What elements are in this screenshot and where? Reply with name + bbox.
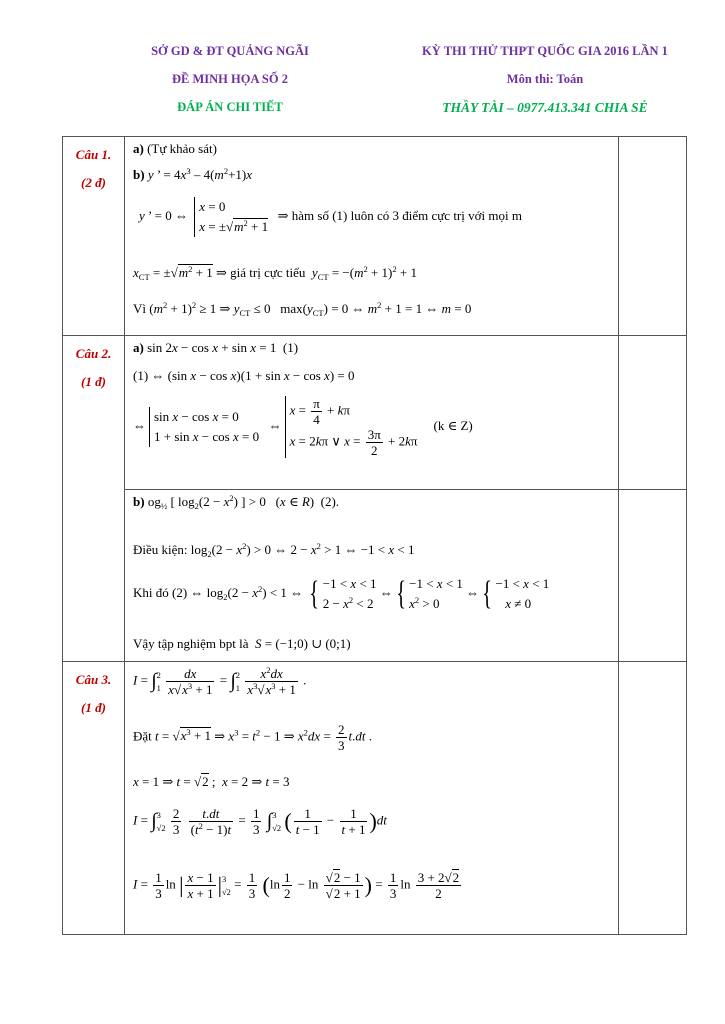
q3-label-cell (63, 662, 125, 935)
q2-label-cell (63, 336, 125, 662)
q2-label: Câu 2. (75, 346, 112, 361)
q2b-transform: Khi đó (2) ⇔ $\log_2(2 - x^2) < 1$ ⇔ { −1 < x < 1 $2 - x^2 < 2$ ⇔{ −1 < x < 1 $x^2 > 0$ ⇔{ −1 < x < 1 x ≠ 0 (133, 575, 550, 612)
q1-since: Vì (133, 301, 146, 316)
q1-label-cell (63, 137, 125, 336)
q1-critical-points: y ’ = 0 ⇔ x = 0 $x = \pm√m^2 + 1$ ⇒ hàm số (1) luôn có 3 điểm cực trị với mọi m (139, 197, 522, 237)
table-row-q1 (63, 137, 687, 336)
q2b-content (125, 490, 619, 662)
q1-points: (2 đ) (81, 175, 106, 190)
q2a-solution: ⇔sin x − cos x = 0 1 + sin x − cos x = 0 ⇔x = $\frac{\pi}{4}$ + kπ x = 2kπ ∨ x = $\frac{3\pi}{2}$ + 2kπ (k ∈ Z) (133, 396, 473, 458)
q2a-content: a) sin 2x − cos x + sin x = 1 (1) (1) ⇔ (sin x − cos x)(1 + sin x − cos x) = 0 ⇔sin x − cos x = 0 1 + sin x − cos x = 0 ⇔x = $\frac{\pi}{4}$ + kπ x = 2kπ ∨ x = $\frac{3\pi}{2}$ + 2kπ (k ∈ Z) (125, 336, 619, 490)
exam-code: ĐỀ MINH HỌA SỐ 2 (172, 72, 288, 86)
q2-b-tag: (2). (320, 494, 340, 509)
q3-content (125, 662, 619, 935)
q2-solution-label: Vậy tập nghiệm bpt là (133, 636, 249, 651)
q2-a-label: a) (133, 340, 144, 355)
q2b-condition: Điều kiện: $\log_2(2 - x^2) > 0$ ⇔ $2 - x^2 > 1$ ⇔ −1 < x < 1 (133, 541, 415, 559)
q2a-score-cell (619, 336, 687, 490)
q3-substitution: Đặt $t = √x^3 + 1$ ⇒ $x^3 = t^2 - 1$ ⇒ $x^2dx$ = $\frac{2}{3}$ t.dt . (133, 722, 373, 753)
q2-points: (1 đ) (81, 374, 106, 389)
q2b-inequality: b) $og_{\frac{1}{2}}$ [ $\log_2(2 - x^2)$ ] > 0 (x ∈ R) (2). (133, 493, 340, 511)
q3-limits: x = 1 ⇒ t = √2 ; x = 2 ⇒ t = 3 (133, 774, 290, 789)
q2-condition-label: Điều kiện: (133, 542, 188, 557)
q3-substitution-label: Đặt (133, 728, 152, 744)
table-row-q2b (63, 490, 687, 662)
q1-conclusion: ⇒ hàm số (1) luôn có 3 điểm cực trị với mọi m (277, 207, 522, 223)
table-row-q2a (63, 336, 687, 490)
answer-key-title: ĐÁP ÁN CHI TIẾT (177, 100, 283, 114)
q2-k-condition: (k ∈ Z) (433, 417, 473, 433)
q2b-solution-set: Vậy tập nghiệm bpt là S = (−1;0) ∪ (0;1) (133, 636, 351, 651)
q1-score-cell (619, 137, 687, 336)
author-credit: THẦY TÀI – 0977.413.341 CHIA SẺ (442, 100, 648, 115)
q1-content: a) (Tự khảo sát) b) y ’ = $4x^3 - 4(m^2+1)x$ y ’ = 0 ⇔ x = 0 $x = \pm√m^2 + 1$ ⇒ hàm số (1) luôn có 3 điểm cực trị với mọi m $x_{CT} = \pm√m^2 + 1$ ⇒ giá trị cực tiểu $y_{CT} = -(m^2 + 1)^2 + 1$ Vì $(m^2 + 1)^2 \ge 1$ ⇒ $y_{CT} \le 0$ $\max(y_{CT}) = 0$ ⇔ $m^2 + 1 = 1$ ⇔ m = 0 (125, 137, 619, 336)
school-department: SỞ GD & ĐT QUẢNG NGÃI (151, 44, 309, 58)
exam-title: KỲ THI THỬ THPT QUỐC GIA 2016 LẦN 1 (422, 44, 668, 58)
q1-a-label: a) (133, 141, 144, 156)
document-header (0, 0, 725, 130)
q3-score-cell (619, 662, 687, 935)
q3-points: (1 đ) (81, 700, 106, 715)
q3-label: Câu 3. (75, 672, 112, 687)
q1-label: Câu 1. (75, 147, 112, 162)
q1-b-label: b) (133, 167, 145, 182)
table-row-q3 (63, 662, 687, 935)
q1-max-value: Vì $(m^2 + 1)^2 \ge 1$ ⇒ $y_{CT} \le 0$ $\max(y_{CT}) = 0$ ⇔ $m^2 + 1 = 1$ ⇔ m = 0 (133, 300, 472, 318)
q2-then-label: Khi đó (2) (133, 584, 188, 600)
q3-integral-t: I = ∫3 √2 $\frac{2}{3}$ $\frac{t.dt}{(t^2 - 1)t}$ = $\frac{1}{3}$ ∫3 √2 ( $\frac{1}{t - 1}$ − $\frac{1}{t + 1}$ )dt (133, 806, 387, 837)
subject: Môn thi: Toán (506, 72, 584, 86)
q3-integral: I = ∫2 1 $\frac{dx}{x√x^3 + 1}$ = ∫2 1 $\frac{x^2dx}{x^3√x^3 + 1}$ . (133, 665, 307, 697)
q1-a-text: (Tự khảo sát) (147, 141, 217, 156)
q3-result: I = $\frac{1}{3}$ ln | $\frac{x - 1}{x + 1}$ |3 √2 = $\frac{1}{3}$ (ln $\frac{1}{2}$ − ln $\frac{√2 - 1}{√2 + 1}$ ) = $\frac{1}{3}$ ln $\frac{3 + 2√2}{2}$ (133, 870, 460, 901)
q2-eq-tag: (1) (282, 340, 299, 355)
q2b-score-cell (619, 490, 687, 662)
q1-min-value-text: ⇒ giá trị cực tiểu (216, 265, 306, 280)
q1-min-value: $x_{CT} = \pm√m^2 + 1$ ⇒ giá trị cực tiểu $y_{CT} = -(m^2 + 1)^2 + 1$ (133, 264, 417, 282)
answer-table (62, 136, 687, 935)
q2-b-label: b) (133, 494, 145, 509)
